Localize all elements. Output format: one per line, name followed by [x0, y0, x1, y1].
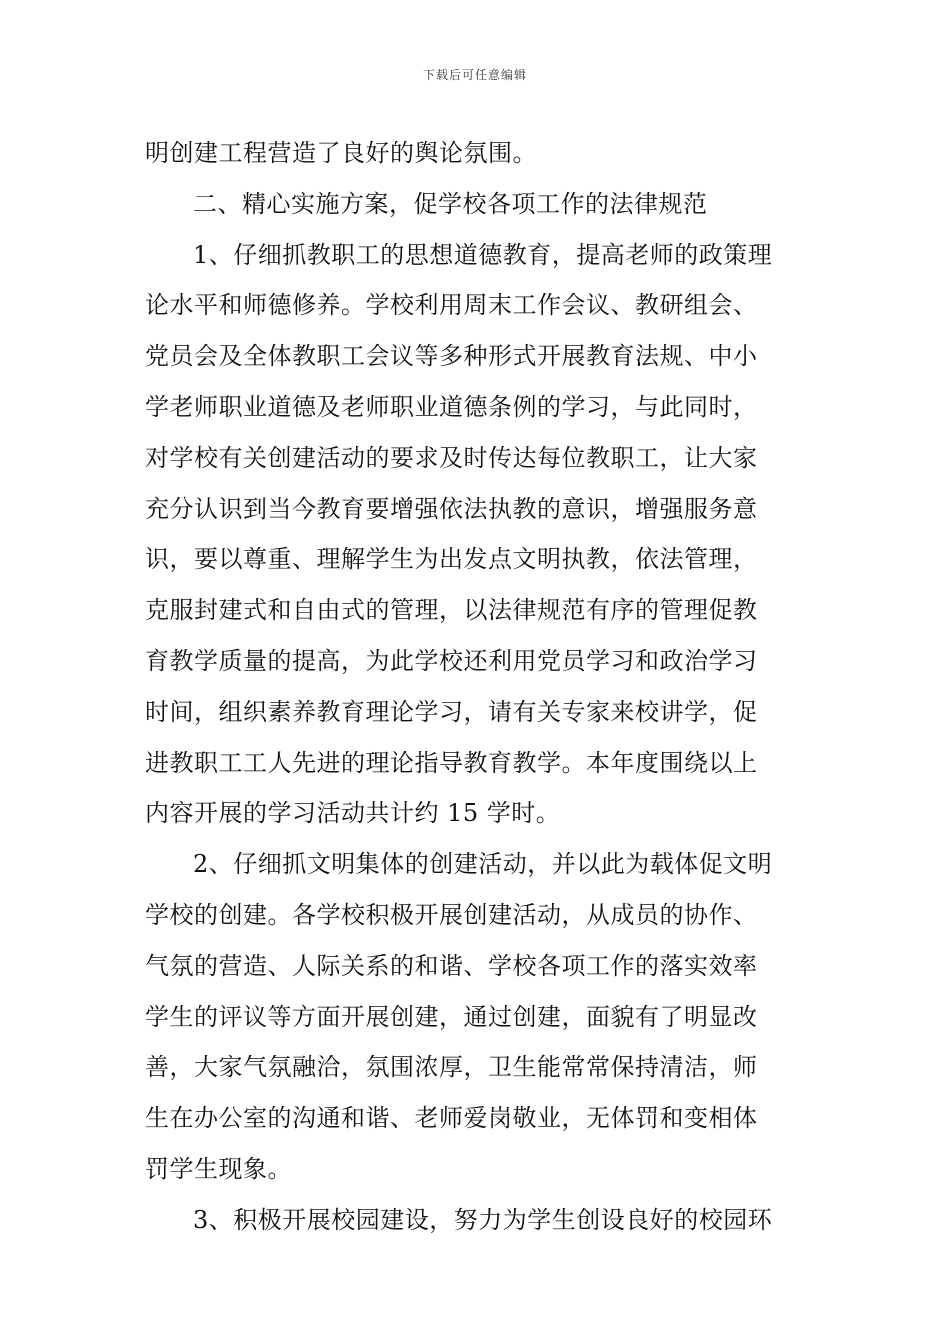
page-header-note: 下载后可任意编辑 — [422, 68, 527, 82]
text-line: 识，要以尊重、理解学生为出发点文明执教，依法管理， — [145, 545, 758, 574]
text-line: 论水平和师德修养。学校利用周末工作会议、教研组会、 — [145, 291, 758, 320]
text-line: 生在办公室的沟通和谐、老师爱岗敬业，无体罚和变相体 — [145, 1104, 758, 1133]
paragraph-start: 1、仔细抓教职工的思想道德教育，提高老师的政策理 — [193, 240, 773, 269]
text-line: 学生的评议等方面开展创建，通过创建，面貌有了明显改 — [145, 1002, 758, 1031]
paragraph-start: 2、仔细抓文明集体的创建活动，并以此为载体促文明 — [193, 850, 773, 879]
text-line: 气氛的营造、人际关系的和谐、学校各项工作的落实效率 — [145, 951, 758, 980]
text-line: 充分认识到当今教育要增强依法执教的意识，增强服务意 — [145, 494, 758, 523]
text-line: 克服封建式和自由式的管理，以法律规范有序的管理促教 — [145, 596, 758, 625]
text-line: 善，大家气氛融洽，氛围浓厚，卫生能常常保持清洁，师 — [145, 1053, 758, 1082]
text-line: 进教职工工人先进的理论指导教育教学。本年度围绕以上 — [145, 748, 758, 777]
text-line: 罚学生现象。 — [145, 1154, 292, 1183]
text-line: 对学校有关创建活动的要求及时传达每位教职工，让大家 — [145, 443, 758, 472]
text-line: 时间，组织素养教育理论学习，请有关专家来校讲学，促 — [145, 697, 758, 726]
text-line: 党员会及全体教职工会议等多种形式开展教育法规、中小 — [145, 342, 758, 371]
text-line: 学校的创建。各学校积极开展创建活动，从成员的协作、 — [145, 900, 758, 929]
text-line: 内容开展的学习活动共计约 15 学时。 — [145, 799, 561, 828]
text-line: 育教学质量的提高，为此学校还利用党员学习和政治学习 — [145, 646, 758, 675]
text-line: 学老师职业道德及老师职业道德条例的学习，与此同时， — [145, 392, 758, 421]
text-line: 明创建工程营造了良好的舆论氛围。 — [145, 139, 537, 167]
paragraph-start: 3、积极开展校园建设，努力为学生创设良好的校园环 — [193, 1205, 773, 1234]
section-heading: 二、精心实施方案，促学校各项工作的法律规范 — [193, 189, 708, 218]
document-body — [145, 128, 815, 1246]
